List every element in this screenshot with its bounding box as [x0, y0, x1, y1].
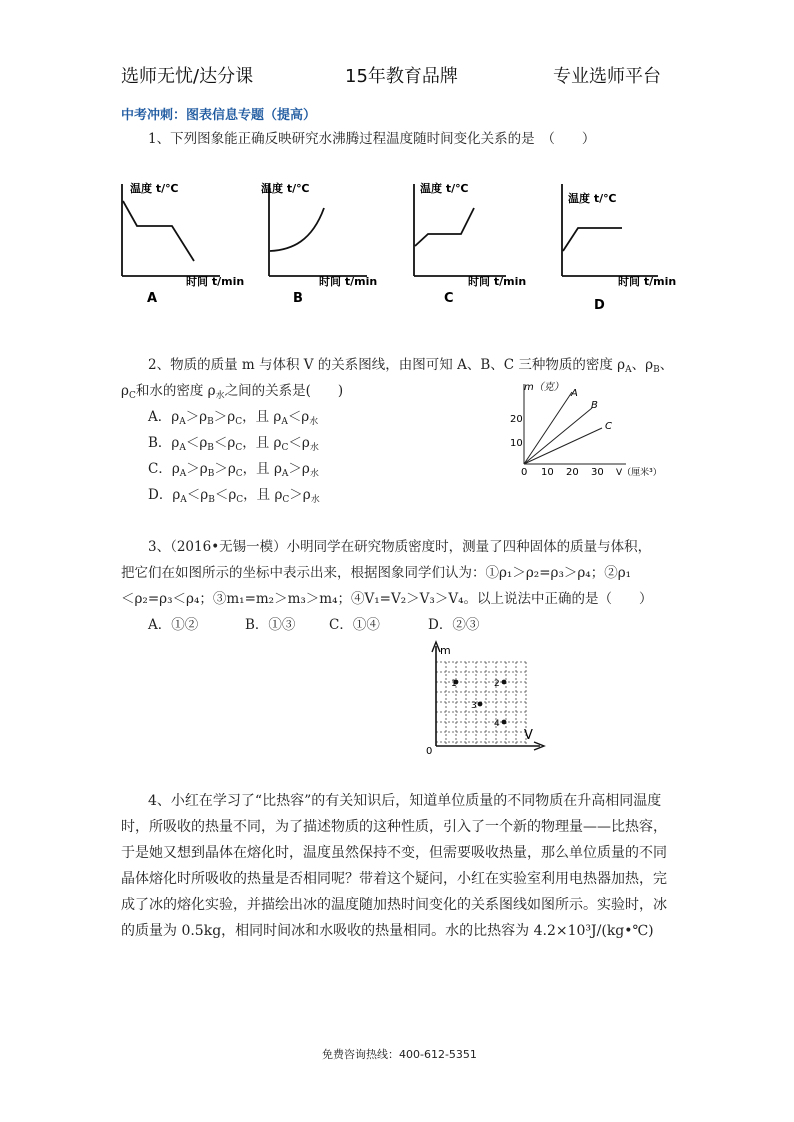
- q2-label-b: B: [591, 400, 598, 411]
- q1-ylabel-d: 温度 t/℃: [568, 192, 617, 205]
- q2-xtick-0: 0: [521, 467, 528, 478]
- q3-line1: 3、（2016•无锡一模）小明同学在研究物质密度时，测量了四种固体的质量与体积，: [148, 539, 652, 555]
- q3-point-2: [502, 680, 507, 685]
- footer-hotline: 免费咨询热线：400-612-5351: [322, 1048, 477, 1061]
- q1-xlabel-d: 时间 t/min: [618, 275, 677, 288]
- header-slogan: 15年教育品牌: [345, 66, 458, 87]
- q1-xlabel-c: 时间 t/min: [468, 275, 527, 288]
- q2-xlabel: V（厘米³）: [616, 468, 662, 478]
- q1-graph-c: [414, 181, 526, 306]
- q1-stem: 1、下列图象能正确反映研究水沸腾过程温度随时间变化关系的是 （ ）: [148, 131, 596, 147]
- q3-ylabel: m: [440, 644, 451, 657]
- q1-curve-c: [415, 208, 474, 246]
- q3-graph: [424, 640, 554, 756]
- q2-line-b: [524, 408, 592, 464]
- q2-label-c: C: [605, 421, 612, 432]
- q2-ytick-20: 20: [510, 414, 523, 425]
- q3-option-b: B．①③: [245, 617, 296, 633]
- q1-graph-a: [122, 181, 244, 306]
- q1-graph-d: [562, 184, 676, 313]
- q2-option-c: C．$\rho_A>\rho_B>\rho_C$，且 $\rho_A>\rho_水$: [148, 461, 319, 479]
- q1-curve-b: [270, 208, 324, 251]
- q1-letter-a: A: [147, 291, 158, 306]
- q3-label-3: 3: [471, 701, 477, 711]
- q3-origin: 0: [426, 746, 433, 756]
- q1-graph-b: [261, 181, 377, 306]
- q3-label-4: 4: [494, 719, 500, 729]
- q2-ylabel: m（克）: [524, 382, 564, 393]
- q2-line1: 2、物质的质量 m 与体积 V 的关系图线，由图可知 A、B、C 三种物质的密度 $\rho_A$、$\rho_B$、: [148, 357, 674, 375]
- q2-option-a: A．$\rho_A>\rho_B>\rho_C$，且 $\rho_A<\rho_水$: [148, 409, 319, 427]
- q1-ylabel-b: 温度 t/℃: [261, 182, 310, 195]
- q3-label-1: 1: [451, 679, 457, 689]
- q3-label-2: 2: [494, 679, 500, 689]
- q1-xlabel-a: 时间 t/min: [186, 275, 245, 288]
- header-platform: 专业选师平台: [553, 66, 661, 87]
- q1-ylabel-a: 温度 t/℃: [130, 182, 179, 195]
- q3-option-a: A．①②: [148, 617, 199, 633]
- q2-option-b: B．$\rho_A<\rho_B<\rho_C$，且 $\rho_C<\rho_水$: [148, 435, 319, 453]
- q2-xtick-20: 20: [566, 467, 579, 478]
- q2-graph: [508, 378, 678, 480]
- q3-option-d: D．②③: [428, 617, 480, 633]
- q1-graphs: [110, 176, 710, 316]
- q2-line2: $\rho_C$和水的密度 $\rho_水$之间的关系是( ): [121, 383, 344, 401]
- q2-option-d: D．$\rho_A<\rho_B<\rho_C$，且 $\rho_C>\rho_水$: [148, 487, 320, 505]
- q2-ytick-10: 10: [510, 438, 523, 449]
- q1-xlabel-b: 时间 t/min: [319, 275, 378, 288]
- q3-point-4: [502, 720, 507, 725]
- q3-xlabel: V: [524, 728, 533, 743]
- q1-curve-a: [123, 201, 194, 261]
- q1-letter-c: C: [444, 291, 454, 306]
- q2-label-a: A: [571, 388, 578, 399]
- q1-letter-b: B: [293, 291, 303, 306]
- q1-ylabel-c: 温度 t/℃: [420, 182, 469, 195]
- q4-text: 4、小红在学习了“比热容”的有关知识后，知道单位质量的不同物质在升高相同温度时，所吸收的热量不同，为了描述物质的这种性质，引入了一个新的物理量——比热容，于是她又想到晶体在熔化时，温度虽然保持不变，但需要吸收热量，那么单位质量的不同晶体熔化时所吸收的热量是否相同呢？带着这个疑问，小红在实验室利用电热器加热，完成了冰的熔化实验，并描绘出冰的温度随加热时间变化的关系图线如图所示。实验时，冰的质量为 0.5kg，相同时间冰和水吸收的热量相同。水的比热容为 4.2×10³J/(kg•℃): [121, 793, 667, 939]
- q1-letter-d: D: [594, 298, 605, 313]
- q3-line3: ＜ρ₂=ρ₃＜ρ₄；③m₁=m₂＞m₃＞m₄；④V₁=V₂＞V₃＞V₄。以上说法中正确的是（ ）: [121, 591, 653, 607]
- q3-line2: 把它们在如图所示的坐标中表示出来，根据图象同学们认为：①ρ₁＞ρ₂=ρ₃＞ρ₄；②ρ₁: [121, 565, 632, 581]
- q2-xtick-30: 30: [591, 467, 604, 478]
- section-title: 中考冲刺：图表信息专题（提高）: [121, 108, 317, 123]
- q3-option-c: C．①④: [329, 617, 380, 633]
- header-brand: 选师无忧/达分课: [121, 66, 254, 87]
- q3-point-3: [478, 702, 483, 707]
- q2-xtick-10: 10: [541, 467, 554, 478]
- q1-curve-d: [563, 228, 622, 251]
